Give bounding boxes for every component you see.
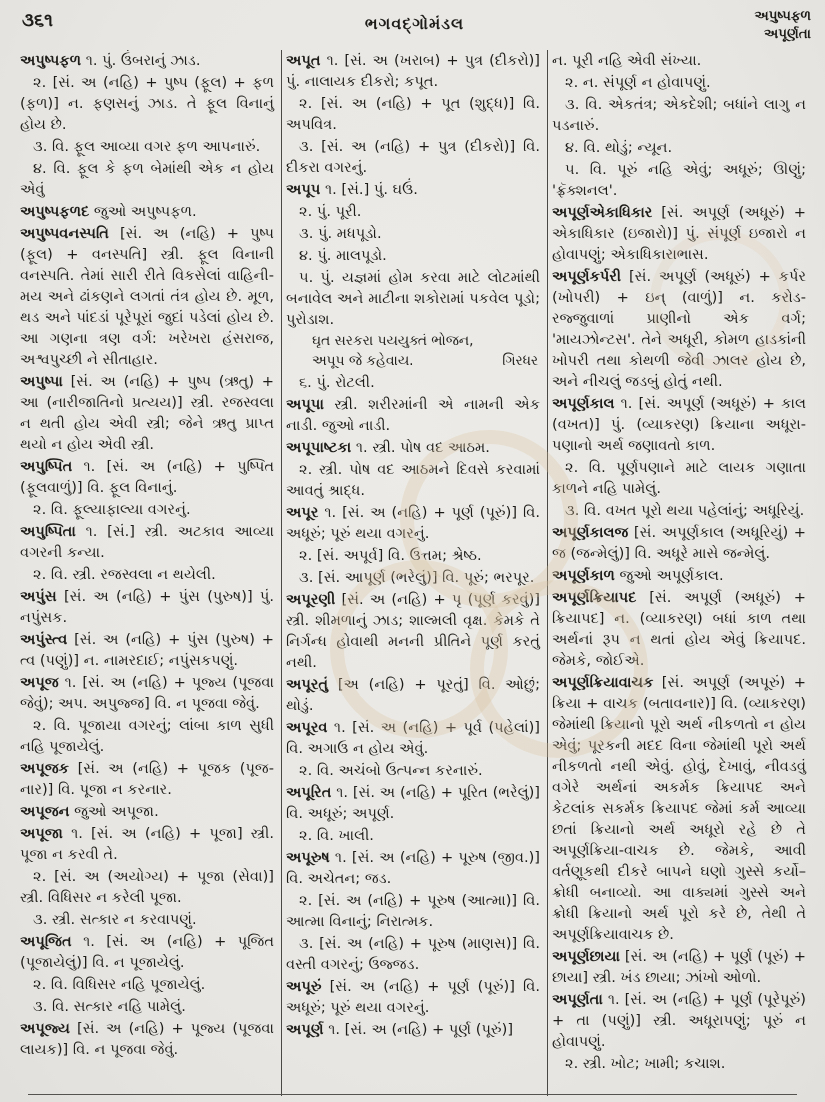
sense-line: ૨. સ્ત્રી. પોષ વદ આઠમને દિવસે કરવામાં આવતું શ્રાદ્ધ. xyxy=(286,461,540,499)
headword: અપૂપા xyxy=(286,396,324,413)
continuation-line: ન. પૂરી નહિ એવી સંખ્યા. xyxy=(552,52,702,69)
headword: અપુષ્પિત xyxy=(20,458,73,475)
sense-line: ૨. [સં. અપૂર્વ] વિ. ઉત્તમ; શ્રેષ્ઠ. xyxy=(299,547,482,564)
headword: અપુંસ xyxy=(20,588,57,605)
dictionary-entry: અપુષ્પફળદ જુઓ અપુષ્પફળ. xyxy=(20,203,197,220)
running-head-last-entry: અપૂર્ણતા xyxy=(763,25,811,42)
running-head-first-entry: અપુષ્પફળ xyxy=(754,8,811,24)
headword: અપૂર્ણતા xyxy=(552,991,603,1008)
headword: અપુષ્પા xyxy=(20,373,63,390)
sense-line: ૩. [સં. અ (નહિ) + પૂરુષ (માણસ)] વિ. વસ્તી વગરનું; ઉજ્જડ. xyxy=(286,935,540,973)
dictionary-entry: અપૂજ ૧. [સં. અ (નહિ) + પૂજ્ય (પૂજવા જેવું); અપ. અપુજ્જ] વિ. ન પૂજવા જેવું. xyxy=(20,674,274,712)
headword: અપૂર્ણકર્પરી xyxy=(552,268,622,285)
dictionary-entry: અપૂરુષ ૧. [સં. અ (નહિ) + પૂરુષ (જીવ.)] વિ. અચેતન; જડ. xyxy=(286,849,540,887)
dictionary-entry: અપૂર્ણક્રિયાપદ [સં. અપૂર્ણ (અધૂરું) + ક્રિયાપદ] ન. (વ્યાકરણ) બધાં કાળ તથા અર્થનાં રૂપ ન થતાં હોય એવું ક્રિયાપદ. જેમકે, જોઈએ. xyxy=(552,589,806,669)
sense-line: ૨. ન. સંપૂર્ણ ન હોવાપણું. xyxy=(565,74,711,91)
dictionary-entry: અપૂર્ણ ૧. [સં. અ (નહિ) + પૂર્ણ (પૂરું)] xyxy=(286,1021,514,1038)
dictionary-entry: અપૂર્ણછાયા [સં. અ (નહિ) + પૂર્ણ (પૂરું) + છાયા] સ્ત્રી. ખંડ છાયા; ઝાંખો ઓળો. xyxy=(552,948,806,986)
running-head xyxy=(754,8,811,43)
headword: અપૂર્ણ xyxy=(286,1021,324,1038)
sense-line: ૨. પું. પૂરી. xyxy=(299,203,362,220)
headword: અપુષ્પિતા xyxy=(20,523,76,540)
headword: અપૂરુષ xyxy=(286,849,330,866)
headword: અપૂર્ણક્રિયાપદ xyxy=(552,589,637,606)
headword: અપુષ્પવનસ્પતિ xyxy=(20,225,109,242)
sense-line: ૨. [સં. અ (અયોગ્ય) + પૂજા (સેવા)] સ્ત્રી. વિધિસર ન કરેલી પૂજા. xyxy=(20,868,274,906)
dictionary-entry: અપૂરણી [સં. અ (નહિ) + પૃ (પૂર્ણ કરવું)] સ્ત્રી. શીમળાનું ઝાડ; શાલ્મલી વૃક્ષ. કેમકે તે નિર્ગન્ધ હોવાથી મનની પ્રીતિને પૂર્ણ કરતું નથી. xyxy=(286,591,540,671)
dictionary-entry: અપૂરવ ૧. [સં. અ (નહિ) + પૂર્વ (પહેલાં)] વિ. અગાઉ ન હોય એવું. xyxy=(286,719,540,757)
text-columns xyxy=(16,50,813,1096)
headword: અપૂપાષ્ટકા xyxy=(286,439,352,456)
sense-line: ૨. વિ. પૂજાયા વગરનું; લાંબા કાળ સુધી નહિ પૂજાયેલું. xyxy=(20,717,274,755)
dictionary-entry: અપૂપા સ્ત્રી. શરીરમાંની એ નામની એક નાડી. જુઓ નાડી. xyxy=(286,396,540,434)
sense-line: ૬. પું. રોટલી. xyxy=(299,374,375,391)
verse-quote xyxy=(286,331,540,371)
headword: અપૂર xyxy=(286,504,319,521)
sense-line: ૨. [સં. અ (નહિ) + પૂરુષ (આત્મા)] વિ. આત્મા વિનાનું; નિરાત્મક. xyxy=(286,892,540,930)
sense-line: ૫. વિ. પૂરું નહિ એવું; અધૂરું; ઊણું; 'ફ્રૅક્શનલ'. xyxy=(552,161,806,199)
dictionary-entry: અપુંસ [સં. અ (નહિ) + પુંસ (પુરુષ)] પું. નપુંસક. xyxy=(20,588,274,626)
dictionary-entry: અપુષ્પિત ૧. [સં. અ (નહિ) + પુષ્પિત (ફૂલવાળું)] વિ. ફૂલ વિનાનું. xyxy=(20,458,274,496)
headword: અપૂર્ણકાળ xyxy=(552,567,615,584)
headword: અપૂજક xyxy=(20,760,69,777)
sense-line: ૨. વિ. પૂર્ણપણાને માટે લાયક ગણાતા કાળને નહિ પામેલું. xyxy=(552,459,806,497)
sense-line: ૨. સ્ત્રી. ખોટ; ખામી; કચાશ. xyxy=(565,1055,726,1072)
dictionary-entry: અપૂપાષ્ટકા ૧. સ્ત્રી. પોષ વદ આઠમ. xyxy=(286,439,490,456)
page-number: ૩૬૧ xyxy=(22,10,53,31)
sense-line: ૩. સ્ત્રી. સત્કાર ન કરવાપણું. xyxy=(33,911,197,928)
headword: અપૂર્ણકાલજ xyxy=(552,524,629,541)
page-header xyxy=(16,8,813,48)
sense-line: ૩. વિ. ફૂલ આવ્યા વગર ફળ આપનારું. xyxy=(33,138,261,155)
verse-line: ઘૃત સરકરા પયયુક્તં ભોજન, xyxy=(312,333,474,349)
dictionary-entry: અપૂજક [સં. અ (નહિ) + પૂજક (પૂજ-નાર)] વિ. પૂજા ન કરનાર. xyxy=(20,760,274,798)
dictionary-entry: અપૂર્ણકાલજ [સં. અપૂર્ણકાલ (અધૂરિયું) + જ (જન્મેલું)] વિ. અધૂરે માસે જન્મેલું. xyxy=(552,524,806,562)
sense-line: ૩. વિ. સત્કાર નહિ પામેલું. xyxy=(33,998,186,1015)
dictionary-entry: અપૂજન જુઓ અપૂજા. xyxy=(20,803,159,820)
dictionary-entry: અપૂજ્ય [સં. અ (નહિ) + પૂજ્ય (પૂજવા લાયક)] વિ. ન પૂજવા જેવું. xyxy=(20,1020,274,1058)
book-title: ભગવદ્ગોમંડલ xyxy=(364,14,465,33)
headword: અપૂર્ણકાલ xyxy=(552,395,615,412)
dictionary-entry: અપૂરિત ૧. [સં. અ (નહિ) + પૂરિત (ભરેલું)] વિ. અધૂરું; અપૂર્ણ. xyxy=(286,784,540,822)
sense-line: ૨. વિ. ફૂલ્યાફાલ્યા વગરનું. xyxy=(33,501,191,518)
sense-line: ૩. પું. મધપૂડો. xyxy=(299,225,382,242)
sense-line: ૨. વિ. વિધિસર નહિ પૂજાયેલું. xyxy=(33,976,206,993)
headword: અપુષ્પફળદ xyxy=(20,203,90,220)
dictionary-entry: અપૂર્ણકર્પરી [સં. અપૂર્ણ (અધૂરું) + કર્પર (ખોપરી) + ઇન્ (વાળું)] ન. કરોડ-રજ્જુવાળાં પ્રાણીનો એક વર્ગ; 'માયઝોન્ટસ'. તેને અધૂરી, કોમળ હાડકાંની ખોપરી તથા કોથળી જેવી ઝાલર હોય છે, અને નીચલું જડબું હોતું નથી. xyxy=(552,268,806,390)
column-2 xyxy=(281,50,547,1096)
headword: અપૂત xyxy=(286,52,321,69)
dictionary-entry: અપુષ્પા [સં. અ (નહિ) + પુષ્પ (ઋતુ) + આ (નારીજાતિનો પ્રત્યય)] સ્ત્રી. રજસ્વલા ન થતી હોય એવી સ્ત્રી; જેને ઋતુ પ્રાપ્ત થયો ન હોય એવી સ્ત્રી. xyxy=(20,373,274,453)
dictionary-entry: અપુષ્પિતા ૧. [સં.] સ્ત્રી. અટકાવ આવ્યા વગરની કન્યા. xyxy=(20,523,274,561)
headword: અપૂજિત xyxy=(20,933,72,950)
dictionary-entry: અપૂર્ણએકાધિકાર [સં. અપૂર્ણ (અધૂરું) + એકાધિકાર (ઇજારો)] પું. સંપૂર્ણ ઇજારો ન હોવાપણું; એકાધિકારાભાસ. xyxy=(552,204,806,263)
dictionary-entry: અપૂપ ૧. [સં.] પું. ઘઉં. xyxy=(286,181,418,198)
headword: અપૂપ xyxy=(286,181,321,198)
headword: અપૂરણી xyxy=(286,591,336,608)
headword: અપૂરવ xyxy=(286,719,328,736)
headword: અપૂજ xyxy=(20,674,59,691)
headword: અપૂરું xyxy=(286,978,322,995)
headword: અપુષ્પફળ xyxy=(20,52,82,69)
sense-line: ૩. વિ. એકતંત્ર; એકદેશી; બધાંને લાગુ ન પડનારું. xyxy=(552,96,806,134)
headword: અપૂર્ણએકાધિકાર xyxy=(552,204,653,221)
dictionary-entry: અપુંસ્ત્વ [સં. અ (નહિ) + પુંસ (પુરુષ) + ત્વ (પણું)] ન. નામરદાઈ; નપુંસકપણું. xyxy=(20,631,274,669)
sense-line: ૪. વિ. થોડું; ન્યૂન. xyxy=(565,139,673,156)
dictionary-entry: અપૂર્ણકાળ જુઓ અપૂર્ણકાલ. xyxy=(552,567,724,584)
sense-line: ૩. વિ. વખત પૂરો થયા પહેલાંનું; અધૂરિયું. xyxy=(565,502,805,519)
dictionary-entry: અપૂજિત ૧. [સં. અ (નહિ) + પૂજિત (પૂજાયેલું)] વિ. ન પૂજાયેલું. xyxy=(20,933,274,971)
dictionary-entry: અપૂર્ણતા ૧. [સં. અ (નહિ) + પૂર્ણ (પૂરેપૂરું) + તા (પણું)] સ્ત્રી. અધૂરાપણું; પૂરું ન હોવાપણું. xyxy=(552,991,806,1050)
dictionary-entry: અપૂર ૧. [સં. અ (નહિ) + પૂર્ણ (પૂરું)] વિ. અધૂરું; પૂરું થયા વગરનું. xyxy=(286,504,540,542)
bottom-rule xyxy=(28,1094,797,1095)
sense-line: ૨. [સં. અ (નહિ) + પુષ્પ (ફૂલ) + ફળ (ફળ)] ન. ફણસનું ઝાડ. તે ફૂલ વિનાનું હોય છે. xyxy=(20,74,274,133)
sense-line: ૨. વિ. અચંબો ઉત્પન્ન કરનારું. xyxy=(299,762,483,779)
column-1 xyxy=(16,50,281,1096)
dictionary-entry: અપૂત ૧. [સં. અ (ખરાબ) + પુત્ર (દીકરો)] પું. નાલાયક દીકરો; કપૂત. xyxy=(286,52,540,90)
dictionary-entry: અપૂજા ૧. [સં. અ (નહિ) + પૂજા] સ્ત્રી. પૂજા ન કરવી તે. xyxy=(20,825,274,863)
headword: અપૂર્ણછાયા xyxy=(552,948,620,965)
dictionary-entry: અપૂરું [સં. અ (નહિ) + પૂર્ણ (પૂરું)] વિ. અધૂરું; પૂરું થયા વગરનું. xyxy=(286,978,540,1016)
headword: અપૂરિત xyxy=(286,784,332,801)
headword: અપૂર્ણક્રિયાવાચક xyxy=(552,674,654,691)
sense-line: ૪. પું. માલપૂડો. xyxy=(299,247,387,264)
headword: અપૂરતું xyxy=(286,676,329,693)
sense-line: ૨. વિ. સ્ત્રી. રજસ્વલા ન થયેલી. xyxy=(33,566,216,583)
headword: અપૂજન xyxy=(20,803,70,820)
dictionary-entry: અપૂરતું [અ (નહિ) + પૂરતું] વિ. ઓછું; થોડું. xyxy=(286,676,540,714)
sense-line: ૨. [સં. અ (નહિ) + પૂત (શુદ્ધ)] વિ. અપવિત્ર. xyxy=(286,95,540,133)
verse-line: ગિરધર અપૂપ જે કહેવાય. xyxy=(312,353,538,369)
dictionary-entry: અપૂર્ણકાલ ૧. [સં. અપૂર્ણ (અધૂરું) + કાલ (વખત)] પું. (વ્યાકરણ) ક્રિયાના અધૂરા-પણાનો અર્થ જણાવતો કાળ. xyxy=(552,395,806,454)
dictionary-entry: અપુષ્પવનસ્પતિ [સં. અ (નહિ) + પુષ્પ (ફૂલ) + વનસ્પતિ] સ્ત્રી. ફૂલ વિનાની વનસ્પતિ. તેમાં સારી રીતે વિકસેલાં વાહિની-મય અને ઢાંકણને લગતાં તંત્ર હોય છે. મૂળ, થડ અને પાંદડાં પૂરેપૂરાં જુદાં પડેલાં હોય છે. આ ગણના ત્રણ વર્ગ: ખરેખરા હંસરાજ, અશ્વપુચ્છી ને સીતાહાર. xyxy=(20,225,274,368)
headword: અપુંસ્ત્વ xyxy=(20,631,68,648)
dictionary-entry: અપૂર્ણક્રિયાવાચક [સં. અપૂર્ણ (અપૂરું) + ક્રિયા + વાચક (બતાવનાર)] વિ. (વ્યાકરણ) જેમાંથી ક્રિયાનો પૂરો અર્થ નીકળતો ન હોય એવું; પૂરકની મદદ વિના જેમાંથી પૂરો અર્થ નીકળતો નથી એવું. હોવું, દેખાવું, નીવડવું વગેરે અર્થનાં અકર્મક ક્રિયાપદ અને કેટલાંક સકર્મક ક્રિયાપદ જેમાં કર્મ આવ્યા છતાં ક્રિયાનો અર્થ અધૂરો રહે છે તે અપૂર્ણક્રિયા-વાચક છે. જેમકે, આવી વર્તણૂકથી દીકરે બાપને ઘણો ગુસ્સે કર્યો–ક્રોધી બનાવ્યો. આ વાક્યમાં ગુસ્સે અને ક્રોધી ક્રિયાનો અર્થ પૂરો કરે છે, તેથી તે અપૂર્ણક્રિયાવાચક છે. xyxy=(552,674,806,943)
sense-line: ૪. વિ. ફૂલ કે ફળ બેમાંથી એક ન હોય એવું xyxy=(20,160,274,198)
sense-line: ૨. વિ. ખાલી. xyxy=(299,827,374,844)
sense-line: ૩. [સં. અ (નહિ) + પુત્ર (દીકરો)] વિ. દીકરા વગરનું. xyxy=(286,138,540,176)
headword: અપૂજા xyxy=(20,825,63,842)
dictionary-entry: અપુષ્પફળ ૧. પું. ઉંબરાનું ઝાડ. xyxy=(20,52,201,69)
column-3 xyxy=(547,50,813,1096)
sense-line: ૩. [સં. આપૂર્ણ (ભરેલું)] વિ. પૂરું; ભરપૂર. xyxy=(299,569,535,586)
verse-attribution: ગિરધર xyxy=(502,353,538,369)
sense-line: ૫. પું. યજ્ઞમાં હોમ કરવા માટે લોટમાંથી બનાવેલ અને માટીના શકોરામાં પકવેલ પૂડો; પુરોડાશ. xyxy=(286,269,540,328)
headword: અપૂજ્ય xyxy=(20,1020,71,1037)
